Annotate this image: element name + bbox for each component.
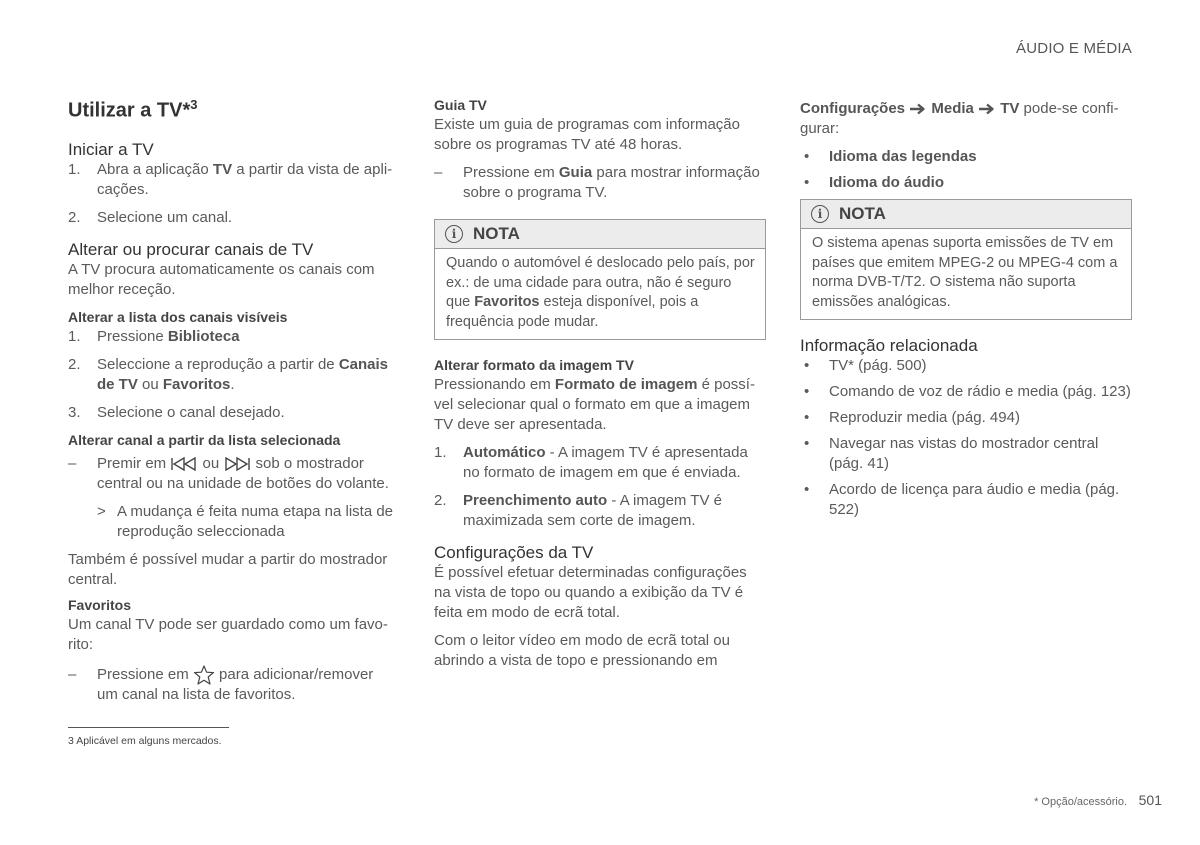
column-middle [434, 96, 766, 671]
option-label: Idioma das legendas [829, 148, 977, 165]
page-title [68, 92, 398, 124]
related-link[interactable] [800, 382, 1132, 402]
info-icon: i [811, 205, 829, 223]
bullet-icon: • [804, 174, 810, 191]
step-text: Selecione o canal desejado. [97, 403, 285, 421]
paragraph: Um canal TV pode ser guardado como um favo-rito: [68, 615, 388, 653]
ui-term: Media [931, 100, 974, 117]
list-item [68, 665, 398, 705]
optional-accessory-note: * Opção/acessório. [1034, 796, 1128, 808]
bullet-icon: • [804, 148, 810, 165]
heading-tv-settings: Configurações da TV [434, 543, 594, 562]
subheading-selected-list: Alterar canal a partir da lista selecionada [68, 431, 341, 448]
settings-path: Configurações Media TV pode-se confi-gurar: [800, 100, 1119, 137]
step-text: Preenchimento auto - A imagem TV é maximizada sem corte de imagem. [463, 492, 722, 529]
bullet-icon: • [804, 357, 810, 374]
footnote-divider [68, 727, 229, 728]
step-text: Seleccione a reprodução a partir de Canais de TV ou Favoritos. [97, 355, 389, 393]
paragraph: Também é possível mudar a partir do mostrador central. [68, 550, 388, 588]
link-text[interactable]: Navegar nas vistas do mostrador central (pág. 41) [829, 435, 1099, 472]
note-text: O sistema apenas suporta emissões de TV em países que emitem MPEG-2 ou MPEG-4 com a norma DVB-T/T2. O sistema não suporta emissões analógicas. [812, 235, 1118, 310]
step-number: 3. [68, 403, 81, 421]
result-marker: > [97, 502, 106, 520]
note-box [800, 199, 1132, 320]
subheading-tv-guide: Guia TV [434, 97, 487, 113]
step-number: 2. [68, 355, 81, 373]
list-item [68, 160, 398, 200]
list-item [68, 454, 398, 494]
step-text: Pressione em Guia para mostrar informação sobre o programa TV. [463, 164, 760, 201]
paragraph: Pressionando em Formato de imagem é possí-vel selecionar qual o formato em que a imagem TV deve ser apresentada. [434, 376, 755, 433]
step-number: 1. [434, 444, 447, 461]
page-footer [1034, 790, 1162, 812]
option-label: Idioma do áudio [829, 174, 944, 191]
step-text: Abra a aplicação TV a partir da vista de apli-cações. [97, 160, 393, 198]
skip-forward-icon [223, 457, 251, 471]
note-header [435, 220, 765, 249]
dash-marker: – [68, 454, 77, 472]
related-link[interactable] [800, 356, 1132, 376]
list-item [800, 147, 1132, 167]
footnote [68, 731, 222, 751]
related-link[interactable] [800, 480, 1132, 520]
ui-term: Favoritos [162, 375, 231, 393]
ui-term: Configurações [800, 100, 906, 117]
link-text[interactable]: Comando de voz de rádio e media (pág. 123) [829, 383, 1131, 400]
list-item [68, 355, 398, 395]
bullet-icon: • [804, 481, 810, 498]
step-number: 2. [68, 208, 81, 226]
note-title: NOTA [473, 224, 520, 243]
section-header: ÁUDIO E MÉDIA [1016, 40, 1132, 57]
column-right [800, 99, 1132, 526]
note-box [434, 219, 766, 340]
ui-term: Preenchimento auto [463, 492, 608, 509]
step-number: 1. [68, 327, 81, 345]
ui-term: Guia [558, 164, 593, 181]
step-text: Selecione um canal. [97, 208, 233, 226]
subheading-visible-list: Alterar a lista dos canais visíveis [68, 308, 288, 325]
list-item [68, 502, 398, 542]
step-number: 2. [434, 492, 447, 509]
bullet-icon: • [804, 383, 810, 400]
ui-term: TV [212, 160, 233, 178]
page-title-text: Utilizar a TV* [68, 99, 191, 122]
heading-change-channels: Alterar ou procurar canais de TV [68, 239, 314, 259]
ui-term: Favoritos [474, 294, 540, 310]
paragraph: É possível efetuar determinadas configurações na vista de topo ou quando a exibição da TV é feita em modo de ecrã total. [434, 564, 747, 621]
star-icon [193, 665, 215, 685]
ui-term: Canais de TV [97, 355, 389, 393]
bullet-icon: • [804, 435, 810, 452]
title-footnote-ref: 3 [190, 97, 198, 112]
footnote-number: 3 [68, 735, 74, 747]
dash-marker: – [68, 665, 77, 683]
note-header [801, 200, 1131, 229]
related-link[interactable] [800, 434, 1132, 474]
arrow-right-icon [978, 103, 996, 115]
info-icon: i [445, 225, 463, 243]
list-item [434, 491, 766, 531]
heading-start-tv: Iniciar a TV [68, 139, 154, 159]
step-text: Premir em ou sob o mostrador central ou na unidade de botões do volante. [97, 454, 389, 492]
list-item [800, 173, 1132, 193]
list-item [68, 403, 398, 423]
footnote-text: Aplicável em alguns mercados. [76, 735, 222, 747]
ui-term: Automático [463, 444, 546, 461]
step-text: Pressione em para adicionar/remover um canal na lista de favoritos. [97, 665, 374, 703]
ui-term: Formato de imagem [554, 376, 698, 393]
paragraph: Com o leitor vídeo em modo de ecrã total ou abrindo a vista de topo e pressionando em [434, 632, 730, 669]
link-text[interactable]: Reproduzir media (pág. 494) [829, 409, 1020, 426]
page-number: 501 [1138, 792, 1162, 808]
skip-back-icon [170, 457, 198, 471]
note-title: NOTA [839, 204, 886, 223]
column-left [68, 92, 398, 713]
arrow-right-icon [909, 103, 927, 115]
subheading-image-format: Alterar formato da imagem TV [434, 357, 634, 373]
link-text[interactable]: Acordo de licença para áudio e media (pág. 522) [829, 481, 1120, 518]
list-item [434, 163, 766, 203]
note-text: Quando o automóvel é deslocado pelo país, por ex.: de uma cidade para outra, não é seguro que Favoritos esteja disponível, pois a frequência pode mudar. [446, 255, 755, 330]
list-item [68, 208, 398, 228]
step-text: Pressione Biblioteca [97, 327, 240, 345]
step-number: 1. [68, 160, 81, 178]
paragraph: Existe um guia de programas com informação sobre os programas TV até 48 horas. [434, 116, 740, 153]
list-item [434, 443, 766, 483]
bullet-icon: • [804, 409, 810, 426]
dash-marker: – [434, 164, 443, 181]
related-link[interactable] [800, 408, 1132, 428]
subheading-favorites: Favoritos [68, 596, 132, 613]
step-text: Automático - A imagem TV é apresentada no formato de imagem em que é enviada. [463, 444, 748, 481]
ui-term: Biblioteca [167, 327, 240, 345]
result-text: A mudança é feita numa etapa na lista de reprodução seleccionada [117, 502, 394, 540]
list-item [68, 327, 398, 347]
link-text[interactable]: TV* (pág. 500) [829, 357, 927, 374]
paragraph: A TV procura automaticamente os canais com melhor receção. [68, 260, 375, 298]
heading-related-info: Informação relacionada [800, 336, 978, 355]
ui-term: TV [1000, 100, 1020, 117]
